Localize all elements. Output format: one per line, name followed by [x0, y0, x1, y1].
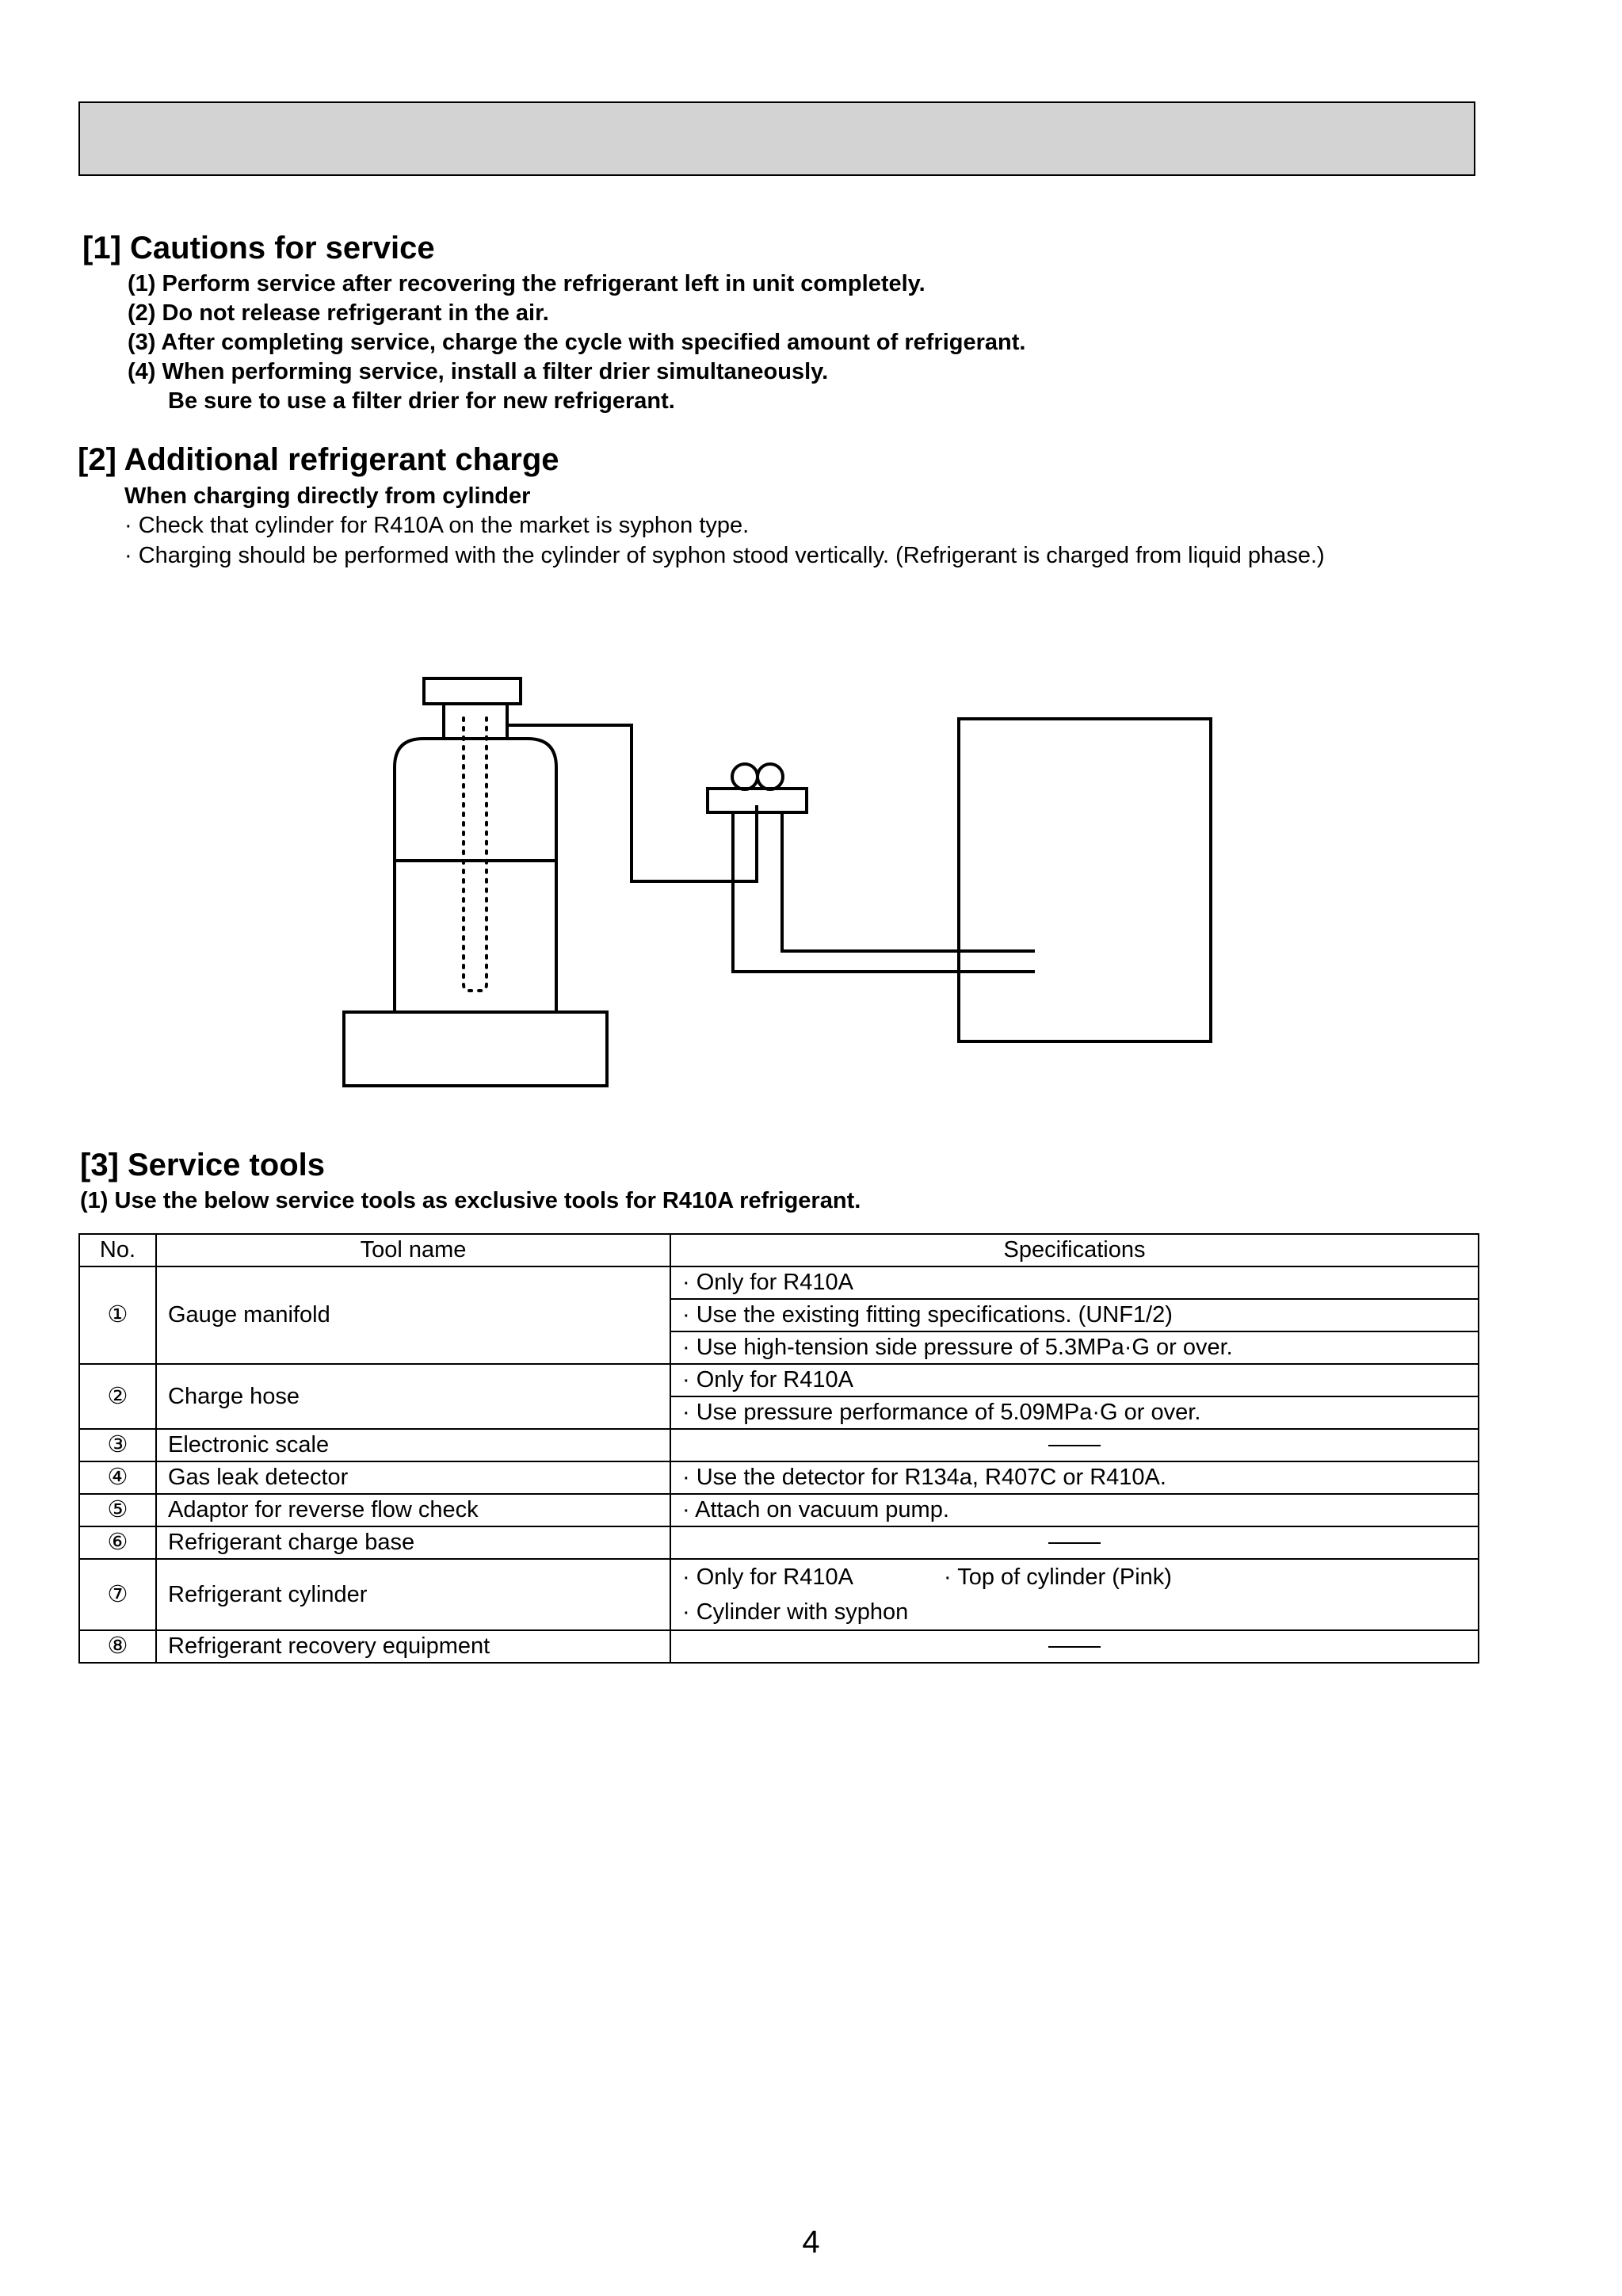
row-tool-name: Refrigerant charge base — [156, 1526, 670, 1559]
row-tool-name: Charge hose — [156, 1364, 670, 1429]
row-spec-empty — [670, 1429, 1479, 1461]
row-no: ⑧ — [79, 1630, 156, 1663]
service-tools-table — [78, 1233, 1479, 1664]
caution-item-4: (4) When performing service, install a filter drier simultaneously. — [128, 359, 829, 384]
row-tool-name: Adaptor for reverse flow check — [156, 1494, 670, 1526]
row-spec: · Attach on vacuum pump. — [670, 1494, 1479, 1526]
spec-text: · Top of cylinder (Pink) — [944, 1564, 1172, 1590]
row-no: ⑦ — [79, 1559, 156, 1630]
row-no: ④ — [79, 1461, 156, 1494]
header-tool-name: Tool name — [156, 1234, 670, 1266]
caution-item-1: (1) Perform service after recovering the refrigerant left in unit completely. — [128, 271, 925, 296]
unit-hose-2 — [782, 812, 1035, 951]
spec-text: · Cylinder with syphon — [682, 1599, 909, 1625]
row-no: ② — [79, 1364, 156, 1429]
section-2-title: [2] Additional refrigerant charge — [78, 442, 559, 477]
table-row — [79, 1364, 1479, 1396]
row-spec: · Only for R410A — [670, 1266, 1479, 1299]
caution-item-2: (2) Do not release refrigerant in the air. — [128, 300, 549, 326]
charge-bullet-2: · Charging should be performed with the cylinder of syphon stood vertically. (Refrigerant is charged from liquid phase.) — [124, 543, 1325, 568]
page-number: 4 — [802, 2225, 820, 2260]
row-tool-name: Electronic scale — [156, 1429, 670, 1461]
table-header-row — [79, 1234, 1479, 1266]
dash-mark — [1048, 1646, 1101, 1648]
row-spec: · Use high-tension side pressure of 5.3MPa·G or over. — [670, 1331, 1479, 1364]
table-row — [79, 1526, 1479, 1559]
section-2-subtitle: When charging directly from cylinder — [124, 483, 531, 509]
table-row — [79, 1559, 1479, 1630]
spec-text: · Only for R410A — [682, 1564, 853, 1590]
dash-mark — [1048, 1445, 1101, 1446]
row-no: ⑤ — [79, 1494, 156, 1526]
row-spec — [670, 1559, 1479, 1630]
cylinder-hose — [507, 725, 757, 881]
table-row — [79, 1494, 1479, 1526]
row-tool-name: Refrigerant cylinder — [156, 1559, 670, 1630]
cylinder-cap — [424, 678, 521, 704]
header-no: No. — [79, 1234, 156, 1266]
dash-mark — [1048, 1542, 1101, 1544]
row-spec: · Use pressure performance of 5.09MPa·G or over. — [670, 1396, 1479, 1429]
row-spec: · Use the existing fitting specifications. (UNF1/2) — [670, 1299, 1479, 1331]
caution-item-4-note: Be sure to use a filter drier for new refrigerant. — [168, 388, 675, 414]
row-spec-empty — [670, 1630, 1479, 1663]
charge-bullet-1: · Check that cylinder for R410A on the market is syphon type. — [124, 513, 750, 538]
table-row — [79, 1630, 1479, 1663]
syphon-tube — [464, 718, 487, 991]
cylinder-neck — [444, 704, 507, 739]
gravimeter-box — [344, 1012, 607, 1086]
high-pressure-gauge — [758, 764, 783, 789]
row-tool-name: Gas leak detector — [156, 1461, 670, 1494]
table-row — [79, 1429, 1479, 1461]
spec-line — [682, 1560, 1467, 1595]
section-3-note: (1) Use the below service tools as exclusive tools for R410A refrigerant. — [80, 1188, 861, 1213]
row-spec: · Only for R410A — [670, 1364, 1479, 1396]
row-spec: · Use the detector for R134a, R407C or R410A. — [670, 1461, 1479, 1494]
row-spec-empty — [670, 1526, 1479, 1559]
row-tool-name: Gauge manifold — [156, 1266, 670, 1364]
table-row — [79, 1266, 1479, 1299]
section-1-title: [1] Cautions for service — [82, 231, 435, 266]
charging-diagram — [0, 0, 1622, 1110]
section-3-title: [3] Service tools — [80, 1148, 326, 1182]
caution-item-3: (3) After completing service, charge the cycle with specified amount of refrigerant. — [128, 330, 1026, 355]
unit-box — [959, 719, 1211, 1041]
low-pressure-gauge — [732, 764, 758, 789]
cylinder-body — [395, 739, 556, 1012]
row-tool-name: Refrigerant recovery equipment — [156, 1630, 670, 1663]
unit-hose-1 — [733, 812, 1035, 972]
row-no: ⑥ — [79, 1526, 156, 1559]
table-row — [79, 1461, 1479, 1494]
row-no: ③ — [79, 1429, 156, 1461]
header-specifications: Specifications — [670, 1234, 1479, 1266]
row-no: ① — [79, 1266, 156, 1364]
